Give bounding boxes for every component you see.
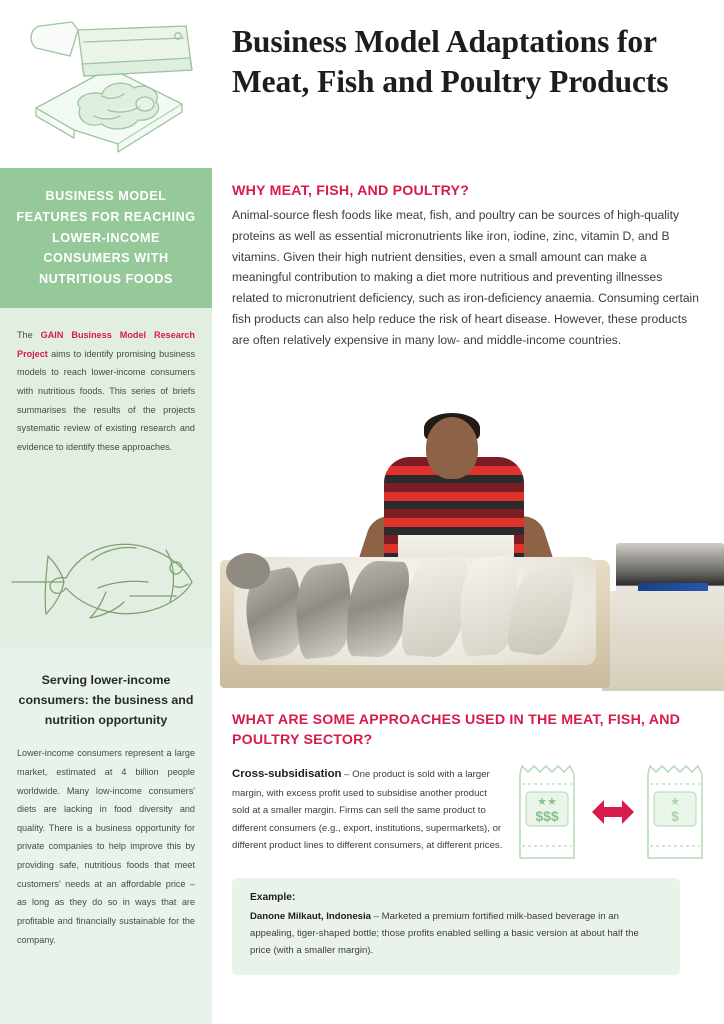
example-company: Danone Milkaut, Indonesia [250,911,372,922]
gain-project-highlight: GAIN Business Model Research Project [17,330,195,359]
sidebar [0,0,212,1024]
sidebar-lower-heading: Serving lower-income consumers: the business and nutrition opportunity [18,673,194,728]
vendor-head [426,417,478,479]
sidebar-opportunity-block [0,648,212,1024]
page-title: Business Model Adaptations for Meat, Fish and Poultry Products [232,24,669,99]
example-box [232,878,680,975]
sidebar-intro-paragraph [0,308,212,456]
stall-bench [602,591,724,691]
fish-vendor-photograph [212,405,724,700]
left-packet-stars: ★★ [537,796,557,808]
left-packet-price: $$$ [535,808,559,824]
section-approaches-heading: WHAT ARE SOME APPROACHES USED IN THE MEAT, FISH, AND POULTRY SECTOR? [232,712,681,749]
section-approaches-body [232,764,504,855]
section-why-heading: WHY MEAT, FISH, AND POULTRY? [232,183,470,199]
example-text [250,908,662,959]
sidebar-intro-block [0,308,212,516]
fish-line-illustration [0,516,212,648]
example-description: – Marketed a premium fortified milk-based beverage in an appealing, tiger-shaped bottle; those profits enabled selling a basic version at about half the price (with a smaller margin). [250,911,639,957]
cross-subsidisation-diagram [512,758,712,868]
cross-subsidisation-term: Cross-subsidisation [232,768,342,780]
sidebar-header-text: BUSINESS MODEL FEATURES FOR REACHING LOWER-INCOME CONSUMERS WITH NUTRITIOUS FOODS [16,189,196,287]
right-packet-price: $ [671,808,679,824]
intro-lead: The [17,330,41,340]
cross-subsidisation-text: – One product is sold with a larger margin, with excess profit used to subsidise another product sold at a smaller margin. Firms can sell the same product to different consumers (e.g., export, institutions, supermarkets), or different product lines to different consumers, at different prices. [232,769,503,852]
section-why-body: Animal-source flesh foods like meat, fish, and poultry can be sources of high-quality proteins as well as essential micronutrients like iron, iodine, zinc, vitamin D, and B vitamins. Given their high nutrient densities, even a small amount can make a meaningful contribution to making a diet more nutritious and preventing illnesses related to micronutrient deficiency, such as iron-deficiency anaemia. Consuming certain fish products can also help reduce the risk of heart disease. However, these products are often relatively expensive in many low- and middle-income countries. [232,208,699,347]
right-packet-stars: ★ [670,796,680,808]
main-content [212,0,724,1024]
sidebar-header-banner [0,168,212,308]
intro-rest: aims to identify promising business models to reach lower-income consumers with nutritious foods. This series of briefs summarises the results of the projects systematic review of existing research and evidence to identify these approaches. [17,348,195,452]
cleaver-and-meat-illustration [0,0,212,168]
example-label: Example: [250,892,296,903]
sidebar-lower-paragraph: Lower-income consumers represent a large market, estimated at 4 billion people worldwide. Many low-income consumers' diets are lacking in food diversity and quality. There is a business opportunity for private companies to help improve this by providing safe, nutritious foods that meet customers' needs at an affordable price – as long as they do so in ways that are profitable and financially sustainable for the company. [17,748,195,945]
